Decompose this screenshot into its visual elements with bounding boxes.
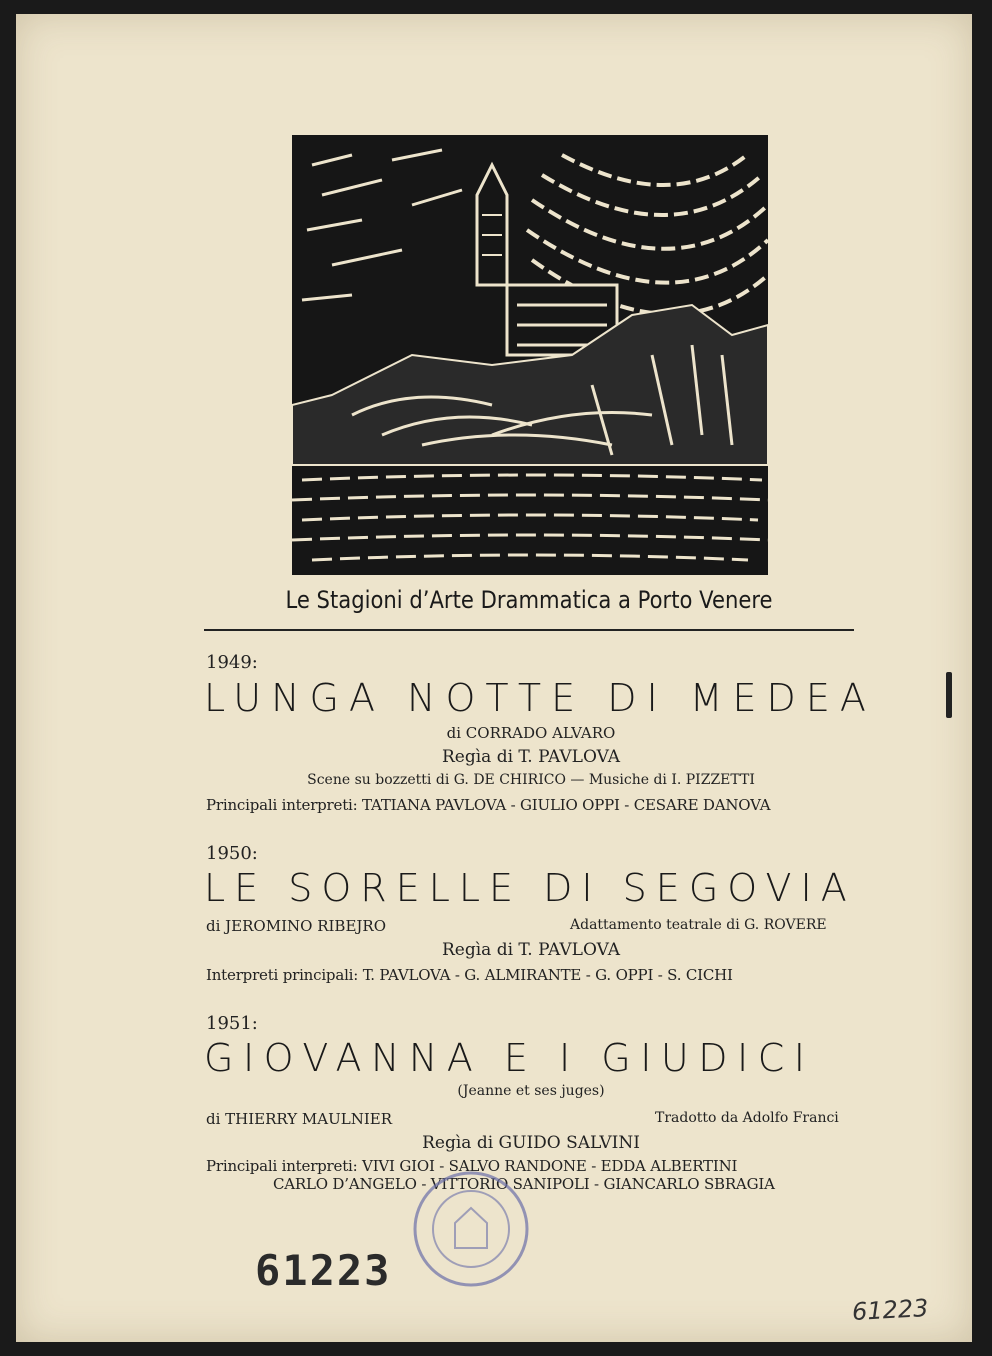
play-translation: Tradotto da Adolfo Franci <box>655 1110 839 1126</box>
play-title: LE SORELLE DI SEGOVIA <box>204 866 856 910</box>
inventory-number-stamp: 61223 <box>255 1246 392 1295</box>
play-director: Regìa di GUIDO SALVINI <box>422 1133 640 1153</box>
season-year: 1949: <box>206 652 258 673</box>
play-cast-continued: CARLO D’ANGELO - VITTORIO SANIPOLI - GIANCARLO SBRAGIA <box>273 1175 775 1193</box>
play-subtitle: (Jeanne et ses juges) <box>457 1083 605 1099</box>
play-adaptation: Adattamento teatrale di G. ROVERE <box>570 917 827 933</box>
play-title: LUNGA NOTTE DI MEDEA <box>204 676 876 720</box>
play-credits: Scene su bozzetti di G. DE CHIRICO — Musiche di I. PIZZETTI <box>307 772 755 788</box>
play-author: di CORRADO ALVARO <box>446 724 616 742</box>
season-year: 1951: <box>206 1013 258 1034</box>
staple <box>946 672 952 718</box>
page-title: Le Stagioni d’Arte Drammatica a Porto Venere <box>285 586 773 614</box>
title-divider <box>204 629 854 631</box>
inventory-number-handwritten: 61223 <box>851 1294 930 1326</box>
season-year: 1950: <box>206 843 258 864</box>
play-title: GIOVANNA E I GIUDICI <box>204 1036 815 1080</box>
play-author: di THIERRY MAULNIER <box>206 1110 393 1128</box>
library-stamp <box>410 1168 532 1290</box>
woodcut-illustration <box>292 135 768 575</box>
play-cast: Interpreti principali: T. PAVLOVA - G. ALMIRANTE - G. OPPI - S. CICHI <box>206 966 733 984</box>
play-cast: Principali interpreti: TATIANA PAVLOVA - GIULIO OPPI - CESARE DANOVA <box>206 796 771 814</box>
play-author: di JEROMINO RIBEJRO <box>206 917 386 935</box>
play-cast: Principali interpreti: VIVI GIOI - SALVO RANDONE - EDDA ALBERTINI <box>206 1157 738 1175</box>
play-director: Regìa di T. PAVLOVA <box>441 940 620 960</box>
play-director: Regìa di T. PAVLOVA <box>441 747 620 767</box>
